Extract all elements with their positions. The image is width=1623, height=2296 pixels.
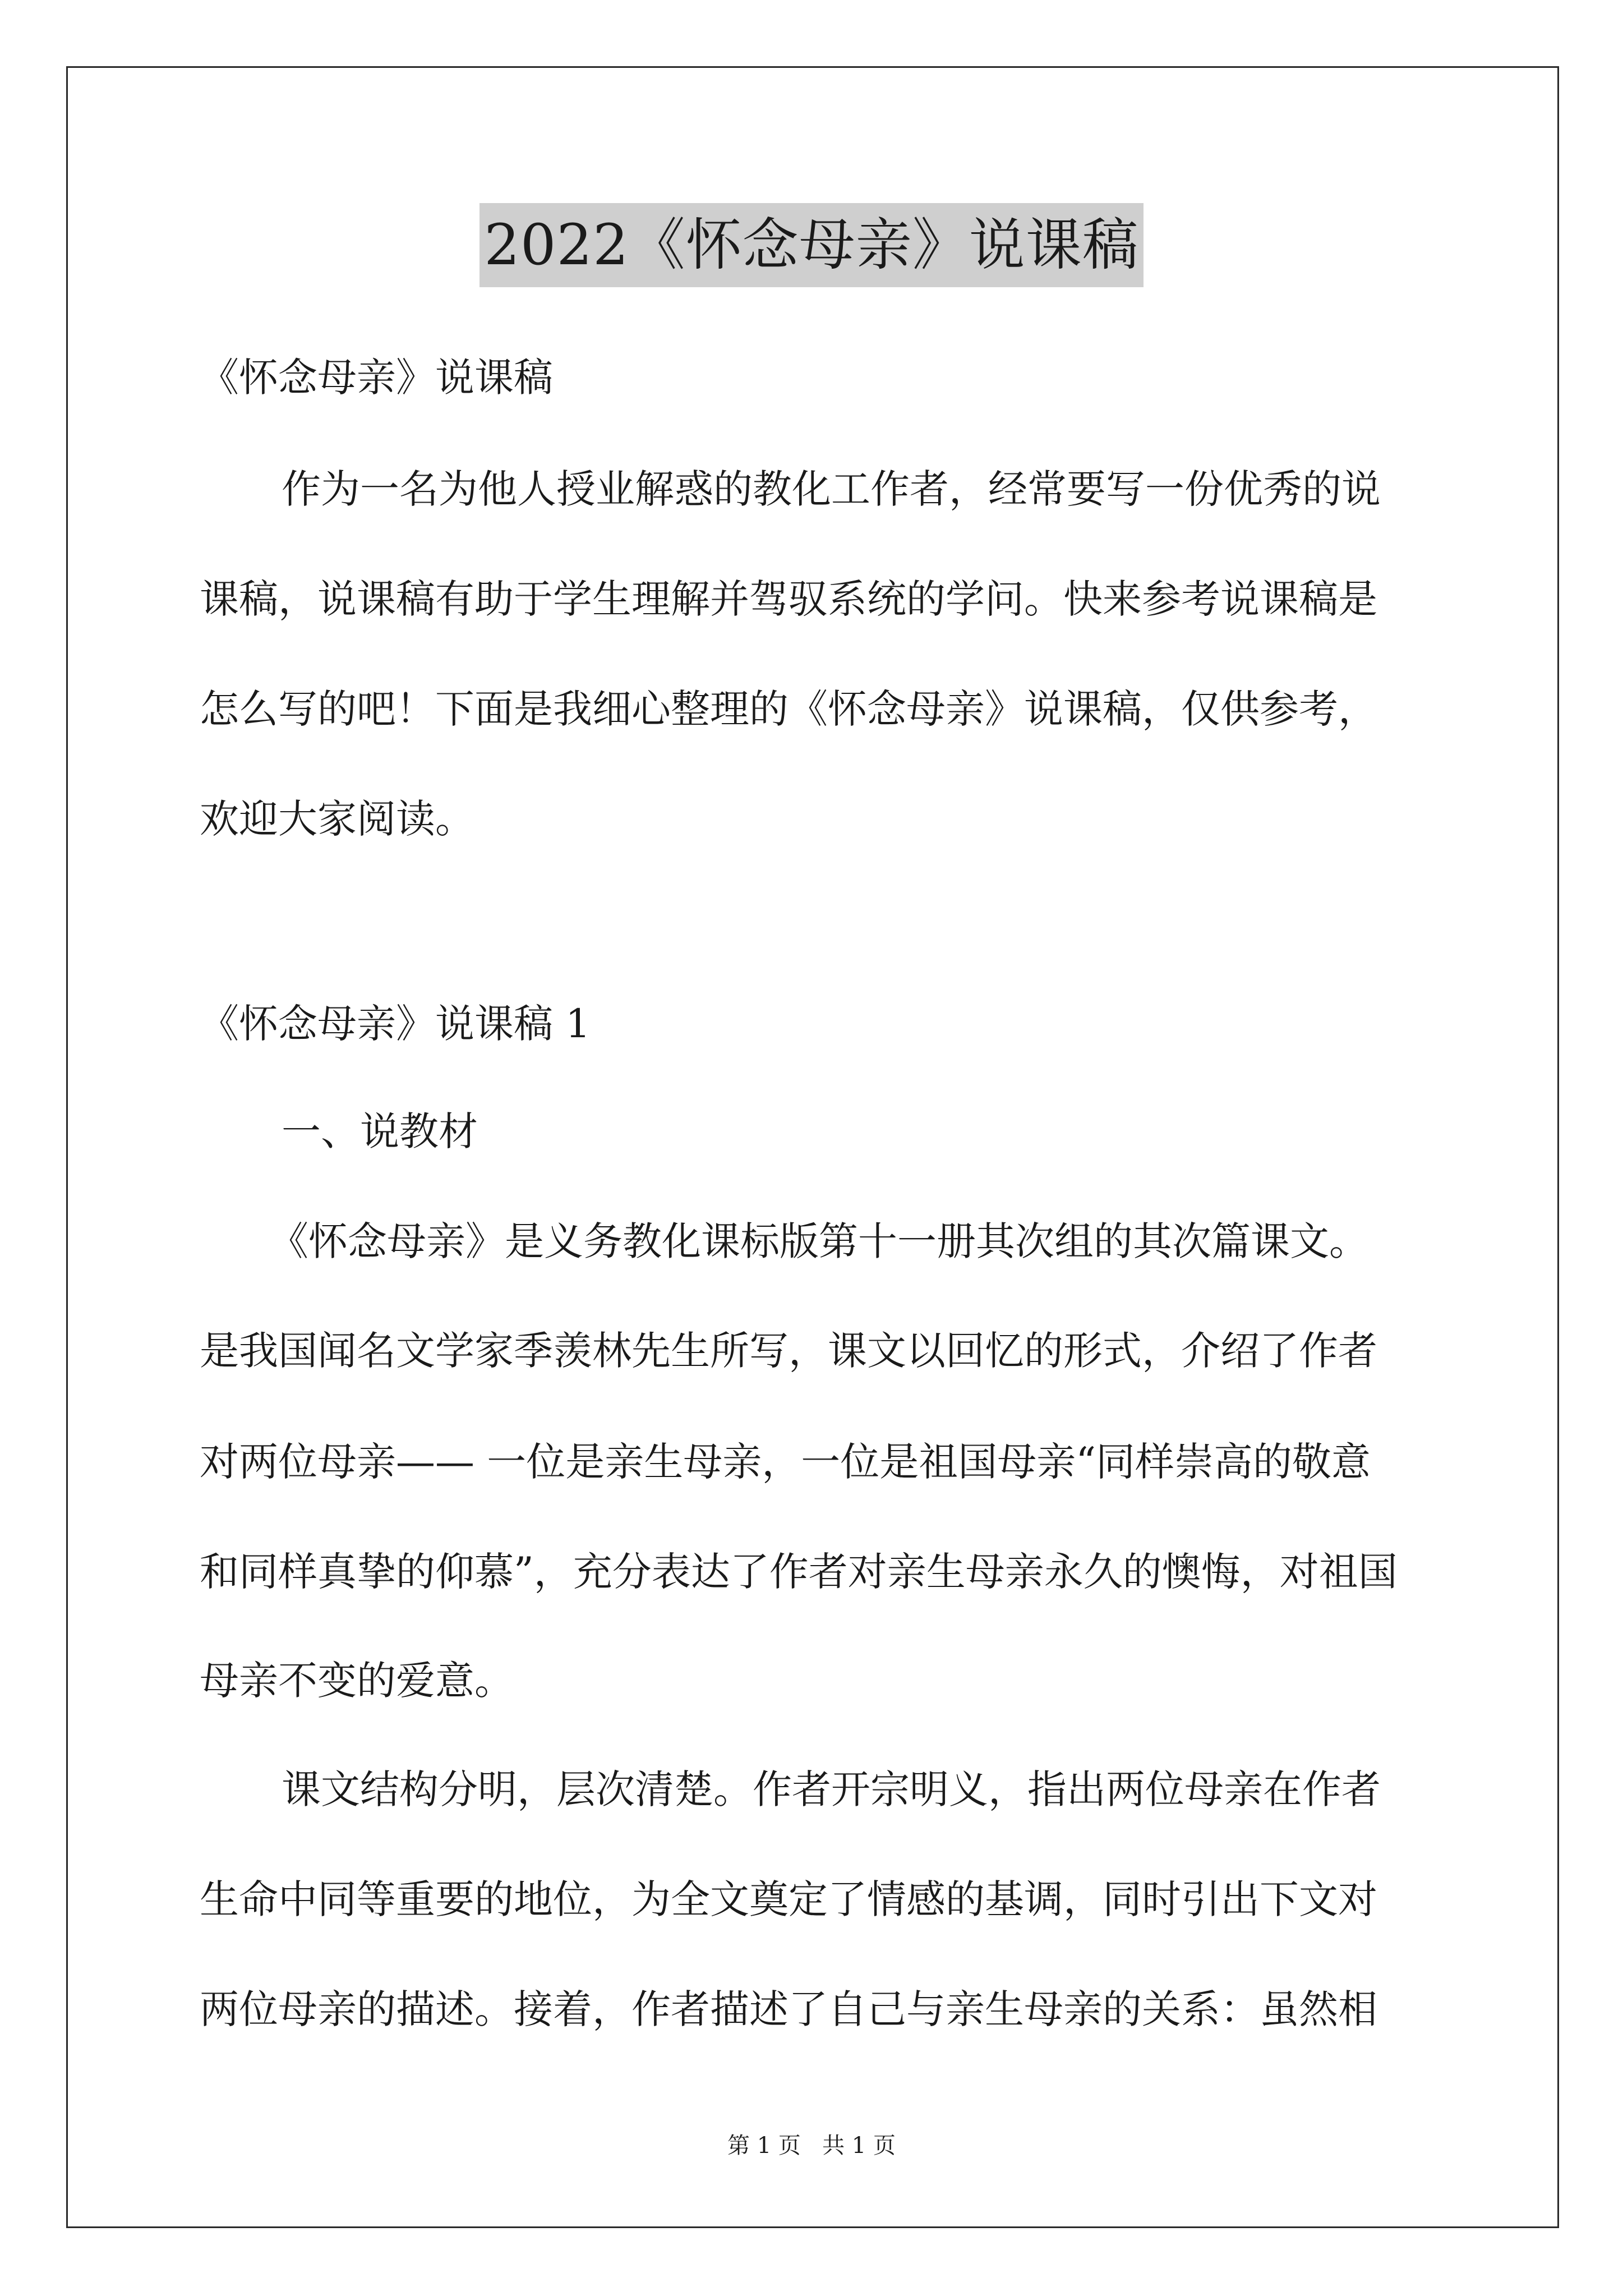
paragraph-line: 《怀念母亲》是义务教化课标版第十一册其次组的其次篇课文。 xyxy=(269,1218,1368,1264)
paragraph-line: 生命中同等重要的地位，为全文奠定了情感的基调，同时引出下文对 xyxy=(200,1876,1377,1922)
paragraph-line: 两位母亲的描述。接着，作者描述了自己与亲生母亲的关系：虽然相 xyxy=(200,1986,1377,2032)
subsection-heading: 一、说教材 xyxy=(282,1108,478,1154)
paragraph-line: 课文结构分明，层次清楚。作者开宗明义，指出两位母亲在作者 xyxy=(282,1766,1381,1812)
paragraph-line: 欢迎大家阅读。 xyxy=(200,796,474,842)
document-title: 2022《怀念母亲》说课稿 xyxy=(479,203,1144,287)
paragraph-line: 对两位母亲—— 一位是亲生母亲，一位是祖国母亲“同样崇高的敬意 xyxy=(200,1439,1371,1485)
paragraph-line: 怎么写的吧！下面是我细心整理的《怀念母亲》说课稿，仅供参考， xyxy=(200,686,1377,732)
paragraph-line: 和同样真挚的仰慕”，充分表达了作者对亲生母亲永久的懊悔，对祖国 xyxy=(200,1549,1398,1595)
paragraph-line: 作为一名为他人授业解惑的教化工作者，经常要写一份优秀的说 xyxy=(282,466,1381,512)
section-heading: 《怀念母亲》说课稿 xyxy=(200,355,553,401)
section-heading: 《怀念母亲》说课稿 1 xyxy=(200,1001,591,1047)
title-container xyxy=(0,203,1623,287)
paragraph-line: 是我国闻名文学家季羡林先生所写，课文以回忆的形式，介绍了作者 xyxy=(200,1328,1377,1374)
paragraph-line: 课稿，说课稿有助于学生理解并驾驭系统的学问。快来参考说课稿是 xyxy=(200,576,1377,622)
page-footer: 第 1 页 共 1 页 xyxy=(727,2133,896,2159)
paragraph-line: 母亲不变的爱意。 xyxy=(200,1658,514,1704)
